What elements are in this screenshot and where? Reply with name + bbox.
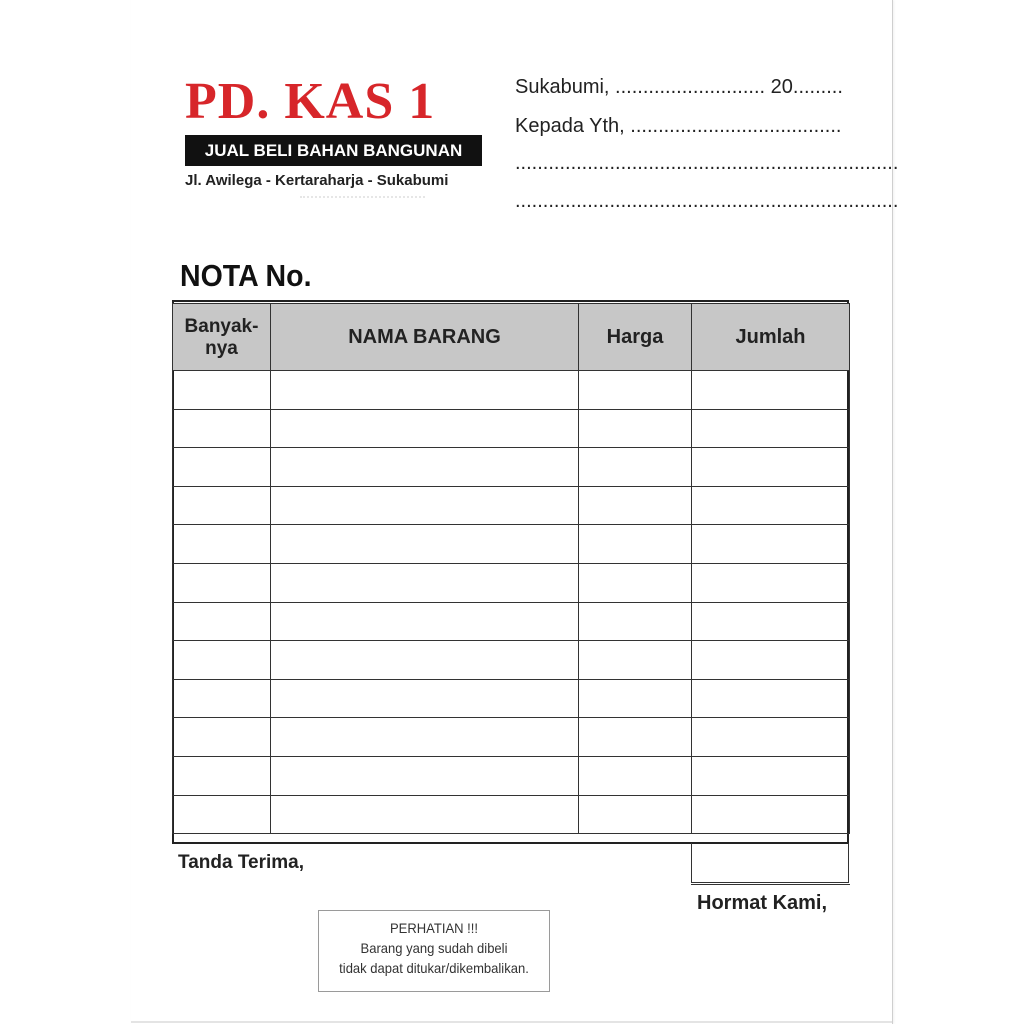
price-cell[interactable]: [579, 525, 692, 564]
column-header-total: Jumlah: [692, 304, 850, 371]
notice-line-2: tidak dapat ditukar/dikembalikan.: [339, 960, 529, 976]
table-row: [173, 371, 850, 410]
column-header-price: Harga: [579, 304, 692, 371]
item-name-cell[interactable]: [271, 563, 579, 602]
nota-title: NOTA No.: [180, 258, 312, 293]
total-cell[interactable]: [692, 795, 850, 834]
table-row: [173, 795, 850, 834]
quantity-cell[interactable]: [173, 756, 271, 795]
signoff-label: Hormat Kami,: [697, 892, 828, 914]
table-row: [173, 718, 850, 757]
faded-phone-mark: [300, 196, 425, 208]
total-cell[interactable]: [692, 409, 850, 448]
quantity-cell[interactable]: [173, 409, 271, 448]
table-row: [173, 641, 850, 680]
quantity-header-line1: Banyak-: [184, 316, 259, 337]
quantity-cell[interactable]: [173, 525, 271, 564]
total-cell[interactable]: [692, 486, 850, 525]
date-line: Sukabumi, ........................... 20.........: [515, 76, 843, 98]
column-header-item-name: NAMA BARANG: [271, 304, 579, 371]
item-name-cell[interactable]: [271, 486, 579, 525]
price-cell[interactable]: [579, 486, 692, 525]
total-cell[interactable]: [692, 756, 850, 795]
item-name-cell[interactable]: [271, 718, 579, 757]
price-cell[interactable]: [579, 795, 692, 834]
item-name-cell[interactable]: [271, 602, 579, 641]
address-blank-line-1: .....................................................................: [515, 152, 899, 174]
quantity-cell[interactable]: [173, 486, 271, 525]
total-cell[interactable]: [692, 718, 850, 757]
table-row: [173, 525, 850, 564]
table-row: [173, 679, 850, 718]
quantity-cell[interactable]: [173, 602, 271, 641]
item-name-cell[interactable]: [271, 448, 579, 487]
item-name-cell[interactable]: [271, 641, 579, 680]
column-header-quantity: [173, 304, 271, 371]
price-cell[interactable]: [579, 641, 692, 680]
address-blank-line-2: .....................................................................: [515, 190, 899, 212]
total-cell[interactable]: [692, 525, 850, 564]
item-name-cell[interactable]: [271, 756, 579, 795]
price-cell[interactable]: [579, 409, 692, 448]
quantity-cell[interactable]: [173, 448, 271, 487]
total-cell[interactable]: [692, 602, 850, 641]
notice-box: [318, 910, 550, 992]
table-row: [173, 756, 850, 795]
item-name-cell[interactable]: [271, 679, 579, 718]
table-row: [173, 563, 850, 602]
sheet-bottom-edge: [131, 1021, 892, 1023]
items-table: [172, 303, 850, 834]
company-address: Jl. Awilega - Kertaraharja - Sukabumi: [185, 172, 449, 189]
price-cell[interactable]: [579, 563, 692, 602]
quantity-cell[interactable]: [173, 679, 271, 718]
notice-heading: PERHATIAN !!!: [389, 920, 479, 936]
quantity-cell[interactable]: [173, 718, 271, 757]
price-cell[interactable]: [579, 448, 692, 487]
table-row: [173, 448, 850, 487]
quantity-header-line2: nya: [205, 338, 238, 359]
quantity-cell[interactable]: [173, 371, 271, 410]
item-name-cell[interactable]: [271, 525, 579, 564]
total-cell[interactable]: [692, 641, 850, 680]
table-header-row: [173, 304, 850, 371]
total-cell[interactable]: [692, 679, 850, 718]
receipt-signature-label: Tanda Terima,: [178, 852, 304, 873]
quantity-cell[interactable]: [173, 795, 271, 834]
item-name-cell[interactable]: [271, 371, 579, 410]
price-cell[interactable]: [579, 602, 692, 641]
item-name-cell[interactable]: [271, 795, 579, 834]
total-cell[interactable]: [692, 448, 850, 487]
grand-total-cell[interactable]: [691, 843, 849, 883]
company-name: PD. KAS 1: [185, 73, 436, 130]
quantity-cell[interactable]: [173, 563, 271, 602]
price-cell[interactable]: [579, 718, 692, 757]
company-tagline: JUAL BELI BAHAN BANGUNAN: [185, 135, 482, 166]
notice-line-1: Barang yang sudah dibeli: [360, 940, 508, 956]
total-cell[interactable]: [692, 563, 850, 602]
quantity-cell[interactable]: [173, 641, 271, 680]
recipient-line: Kepada Yth, ......................................: [515, 115, 842, 137]
price-cell[interactable]: [579, 371, 692, 410]
price-cell[interactable]: [579, 756, 692, 795]
price-cell[interactable]: [579, 679, 692, 718]
table-row: [173, 602, 850, 641]
total-cell[interactable]: [692, 371, 850, 410]
table-row: [173, 409, 850, 448]
item-name-cell[interactable]: [271, 409, 579, 448]
items-table-body: [173, 371, 850, 834]
table-row: [173, 486, 850, 525]
